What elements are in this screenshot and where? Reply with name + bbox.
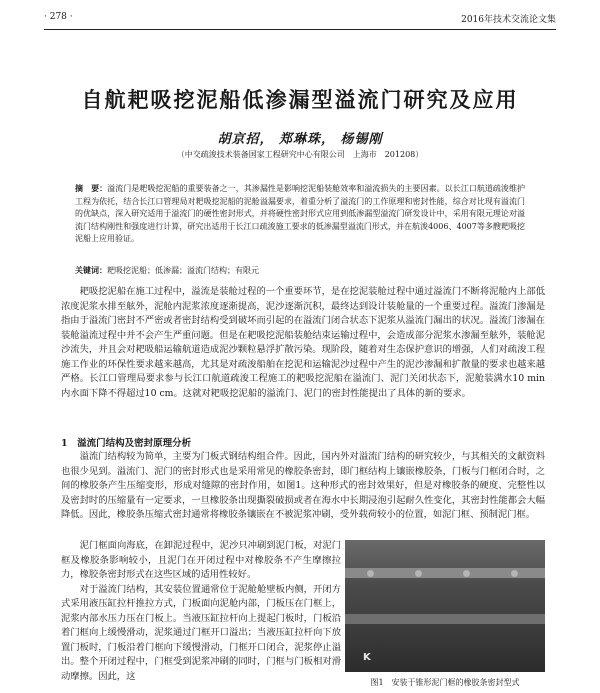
left-column-text (61, 539, 341, 684)
figure-bolt (511, 570, 518, 577)
keywords-text: 耙吸挖泥船；低渗漏；溢流门结构；有限元 (107, 266, 259, 275)
figure-frame-beam (345, 614, 545, 624)
article-title: 自航耙吸挖泥船低渗漏型溢流门研究及应用 (81, 87, 519, 112)
figure-photo (345, 540, 545, 672)
abstract-label: 摘 要： (75, 183, 108, 193)
figure-bolt (463, 570, 470, 577)
figure-bolt (367, 570, 374, 577)
left-column-paragraph: 对于溢流门结构，其安装位置通常位于泥舱舱壁板内侧，开闭方式采用液压缸拉杆推拉方式，门板面向泥舱内部，门板压在门框上，泥浆内部水压力压在门板上。当液压缸拉杆向上提起门板时，门板沿着门框向上缓慢滑动，泥浆通过门框开口溢出；当液压缸拉杆向下放置门板时，门板沿着门框向下缓慢滑动，门框开口闭合，泥浆停止溢出。整个开闭过程中，门框受到泥浆冲刷的同时，门框与门板相对滑动摩擦。因此，这 (61, 583, 341, 682)
article-authors: 胡京招， 郑琳珠， 杨锡刚 (217, 132, 383, 147)
figure-bolt (415, 570, 422, 577)
section-heading: 1 溢流门结构及密封原理分析 (61, 438, 192, 449)
article-affiliation: （中交疏浚技术装备国家工程研究中心有限公司 上海市 201208） (176, 150, 424, 159)
introduction (61, 285, 545, 401)
left-column-paragraph: 泥门框面向海底，在卸泥过程中，泥沙只冲刷到泥门板，对泥门框及橡胶条影响较小，且泥门在开闭过程中对橡胶条不产生摩擦拉力，橡胶条密封形式在这些区域的适用性较好。 (61, 540, 341, 580)
abstract (75, 182, 525, 246)
keywords-label: 关键词： (75, 265, 107, 275)
figure-label: K (363, 652, 371, 663)
abstract-text: 溢流门是耙吸挖泥船的重要装备之一，其渗漏性是影响挖泥船装舱效率和溢流损失的主要因素。以长江口航道疏浚维护工程为依托，结合长江口管理局对耙吸挖泥船的泥舱溢漏要求，着重分析了溢流门的工作原理和密封性能，综合对比现有溢流门的优缺点，深入研究适用于溢流门的硬性密封形式，并将硬性密封形式应用到低渗漏型溢流门研发设计中，采用有限元理论对溢流门结构刚性和强度进行计算，研究出适用于长江口疏浚施工要求的低渗漏型溢流门形式，并在航浚4006、4007等多艘耙吸挖泥船上应用验证。 (75, 184, 526, 243)
page-number: · 278 · (44, 12, 73, 22)
running-header (44, 12, 556, 28)
figure-caption: 图1 安装于锥形泥门框的橡胶条密封型式 (370, 678, 520, 687)
header-rule (44, 29, 556, 30)
section-body (61, 450, 545, 523)
keywords (75, 265, 525, 276)
intro-paragraph: 耙吸挖泥船在施工过程中，溢流是装舱过程的一个重要环节，是在挖泥装舱过程中通过溢流门不断将泥舱内上部低浓度泥浆水排至舷外，泥舱内泥浆浓度逐渐提高，泥沙逐渐沉积，最终达到设计装舱量的一个重要过程。溢流门渗漏是指由于溢流门密封不严密或者密封结构受到破坏而引起的在溢流门闭合状态下泥浆从溢流门漏出的状况。溢流门渗漏在装舱溢流过程中并不会产生严重问题。但是在耙吸挖泥船装舱结束运输过程中，会造成部分泥浆水渗漏至舷外，装舱泥沙流失，并且会对耙吸船运输航道造成泥沙颗粒悬浮扩散污染。现阶段，随着对生态保护意识的增强，人们对疏浚工程施工作业的环保性要求越来越高，尤其是对疏浚船舶在挖泥和运输泥沙过程中产生的泥沙渗漏和扩散量的要求也越来越严格。长江口管理局要求参与长江口航道疏浚工程施工的耙吸挖泥船在溢流门、泥门关闭状态下，泥舱装满水10 min内水面下降不得超过10 cm。这就对耙吸挖泥船的溢流门、泥门的密封性能提出了具体的新的要求。 (61, 286, 545, 399)
section-paragraph: 溢流门结构较为简单，主要为门板式钢结构组合件。因此，国内外对溢流门结构的研究较少，与其相关的文献资料也很少见到。溢流门、泥门的密封形式也是采用常见的橡胶条密封，即门框结构上镶嵌橡胶条，门板与门框闭合时，之间的橡胶条产生压缩变形，形成对缝隙的密封作用，如图1。这种形式的密封效果好，但是对橡胶条的硬度、完整性以及密封时的压缩量有一定要求，一旦橡胶条出现撕裂破损或者在海水中长期浸泡引起耐久性变化，其密封性能都会大幅降低。因此，橡胶条压缩式密封通常将橡胶条镶嵌在不被泥浆冲刷，受外载荷较小的位置，如泥门框、预制泥门框。 (61, 451, 545, 520)
book-title: 2016年技术交流论文集 (461, 15, 556, 25)
